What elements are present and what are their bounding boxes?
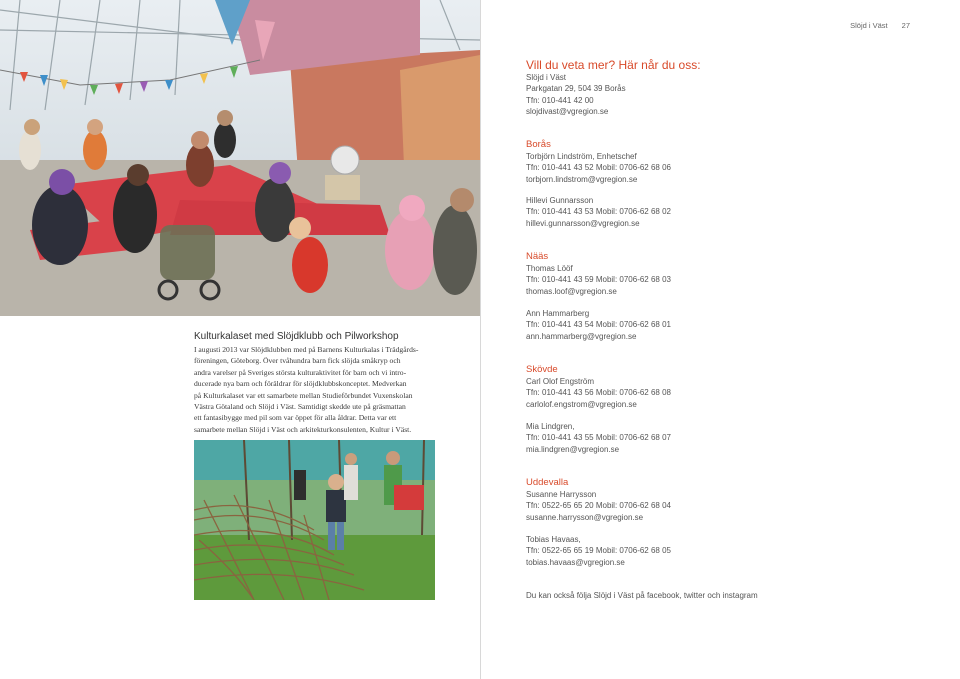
contact-email[interactable]: ann.hammarberg@vgregion.se — [526, 331, 637, 341]
org-phone: Tfn: 010-441 42 00 — [526, 95, 594, 105]
caption-line: ducerade nya barn och föräldrar för slöjdklubbskonceptet. Medverkan — [194, 379, 407, 389]
contact-phone: Tfn: 010-441 43 53 Mobil: 0706-62 68 02 — [526, 207, 671, 217]
caption-line: andra varelser på Sveriges största kulturaktivitet för barn och vi intro- — [194, 367, 407, 377]
contact-phone: Tfn: 0522-65 65 20 Mobil: 0706-62 68 04 — [526, 501, 671, 511]
willow-building-photo — [194, 440, 435, 600]
caption-line: I augusti 2013 var Slöjdklubben med på Barnens Kulturkalas i Trädgårds- — [194, 345, 419, 354]
contact-phone: Tfn: 010-441 43 54 Mobil: 0706-62 68 01 — [526, 320, 671, 330]
social-media-note — [526, 590, 826, 601]
contact-email[interactable]: carlolof.engstrom@vgregion.se — [526, 399, 637, 409]
office-skovde — [526, 364, 826, 410]
office-name: Uddevalla — [526, 477, 569, 488]
social-text: Du kan också följa Slöjd i Väst på facebook, twitter och instagram — [526, 591, 758, 600]
office-skovde-person-2 — [526, 421, 826, 455]
org-name: Slöjd i Väst — [526, 73, 567, 82]
caption-line: på Kulturkalaset var ett samarbete mellan Studieförbundet Vuxenskolan — [194, 390, 413, 400]
office-naas — [526, 251, 826, 297]
contact-email[interactable]: tobias.havaas@vgregion.se — [526, 557, 625, 567]
office-boras-person-2 — [526, 195, 826, 229]
caption-title: Kulturkalaset med Slöjdklubb och Pilworkshop — [194, 331, 399, 342]
office-naas-person-2 — [526, 308, 826, 342]
photo-caption — [194, 331, 444, 435]
contact-phone: Tfn: 0522-65 65 19 Mobil: 0706-62 68 05 — [526, 546, 671, 556]
caption-line: samarbete mellan Slöjd i Väst och arkitekturkonsulenten, Kultur i Väst. — [194, 424, 412, 434]
contact-phone: Tfn: 010-441 43 59 Mobil: 0706-62 68 03 — [526, 275, 671, 285]
greenhouse-workshop-photo — [0, 0, 480, 316]
contact-heading: Vill du veta mer? Här når du oss: — [526, 58, 701, 72]
contact-person: Susanne Harrysson — [526, 490, 597, 499]
page-number: 27 — [901, 21, 910, 30]
caption-line: Västra Götaland och Slöjd i Väst. Samtidigt skedde ute på gräsmattan — [194, 402, 406, 412]
office-name: Borås — [526, 139, 551, 150]
contact-email[interactable]: susanne.harrysson@vgregion.se — [526, 512, 644, 522]
contact-phone: Tfn: 010-441 43 55 Mobil: 0706-62 68 07 — [526, 433, 671, 443]
office-name: Skövde — [526, 364, 558, 375]
org-email[interactable]: slojdivast@vgregion.se — [526, 106, 609, 116]
office-boras — [526, 139, 826, 185]
contact-email[interactable]: thomas.loof@vgregion.se — [526, 286, 617, 296]
caption-body — [194, 344, 444, 435]
contact-person: Carl Olof Engström — [526, 377, 595, 386]
contact-email[interactable]: hillevi.gunnarsson@vgregion.se — [526, 218, 640, 228]
office-uddevalla — [526, 477, 826, 523]
office-uddevalla-person-2 — [526, 534, 826, 568]
contact-phone: Tfn: 010-441 43 56 Mobil: 0706-62 68 08 — [526, 388, 671, 398]
contact-intro — [526, 58, 826, 117]
page-header — [836, 21, 910, 30]
caption-line: ett fantasibygge med pil som var öppet för alla åldrar. Detta var ett — [194, 413, 397, 423]
contact-person: Ann Hammarberg — [526, 309, 590, 318]
office-name: Nääs — [526, 251, 549, 262]
contact-person: Mia Lindgren, — [526, 422, 575, 431]
contact-person: Tobias Havaas, — [526, 535, 581, 544]
contact-person: Hillevi Gunnarsson — [526, 196, 594, 205]
caption-line: föreningen, Göteborg. Över tvåhundra barn fick slöjda småkryp och — [194, 356, 401, 366]
contact-email[interactable]: mia.lindgren@vgregion.se — [526, 444, 620, 454]
contact-phone: Tfn: 010-441 43 52 Mobil: 0706-62 68 06 — [526, 163, 671, 173]
org-address: Parkgatan 29, 504 39 Borås — [526, 84, 626, 94]
contact-person: Torbjörn Lindström, Enhetschef — [526, 152, 637, 161]
contact-email[interactable]: torbjorn.lindstrom@vgregion.se — [526, 174, 638, 184]
section-title: Slöjd i Väst — [850, 21, 888, 30]
contact-person: Thomas Lööf — [526, 264, 573, 273]
